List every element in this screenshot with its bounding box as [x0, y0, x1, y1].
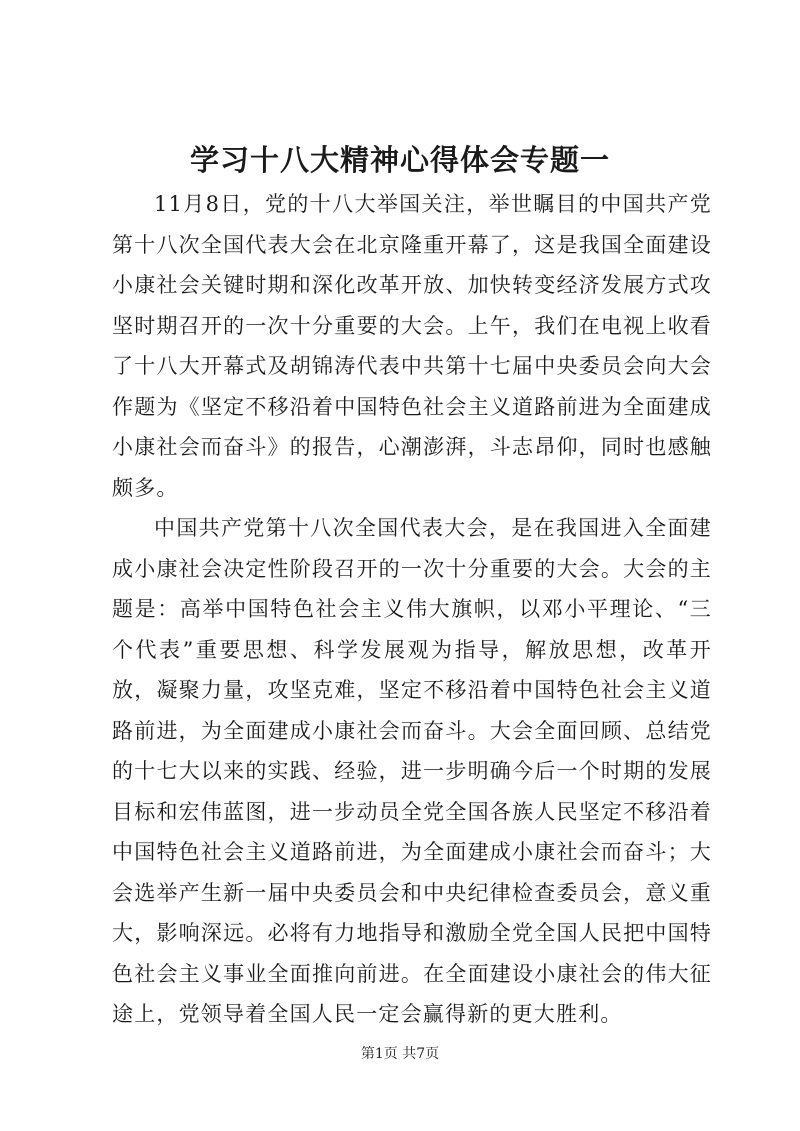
- document-body: [112, 184, 712, 1035]
- paragraph-2: 中国共产党第十八次全国代表大会，是在我国进入全面建成小康社会决定性阶段召开的一次十分重要的大会。大会的主题是：高举中国特色社会主义伟大旗帜，以邓小平理论、“三个代表”重要思想、科学发展观为指导，解放思想，改革开放，凝聚力量，攻坚克难，坚定不移沿着中国特色社会主义道路前进，为全面建成小康社会而奋斗。大会全面回顾、总结党的十七大以来的实践、经验，进一步明确今后一个时期的发展目标和宏伟蓝图，进一步动员全党全国各族人民坚定不移沿着中国特色社会主义道路前进，为全面建成小康社会而奋斗；大会选举产生新一届中央委员会和中央纪律检查委员会，意义重大，影响深远。必将有力地指导和激励全党全国人民把中国特色社会主义事业全面推向前进。在全面建设小康社会的伟大征途上，党领导着全国人民一定会赢得新的更大胜利。: [112, 516, 712, 1026]
- page-title: 学习十八大精神心得体会专题一: [189, 143, 610, 177]
- paragraph-1: 11月8日，党的十八大举国关注，举世瞩目的中国共产党第十八次全国代表大会在北京隆重开幕了，这是我国全面建设小康社会关键时期和深化改革开放、加快转变经济发展方式攻坚时期召开的一次十分重要的大会。上午，我们在电视上收看了十八大开幕式及胡锦涛代表中共第十七届中央委员会向大会作题为《坚定不移沿着中国特色社会主义道路前进为全面建成小康社会而奋斗》的报告，心潮澎湃，斗志昂仰，同时也感触颇多。: [112, 192, 712, 500]
- page-number-footer: 第1页 共7页: [360, 1046, 440, 1062]
